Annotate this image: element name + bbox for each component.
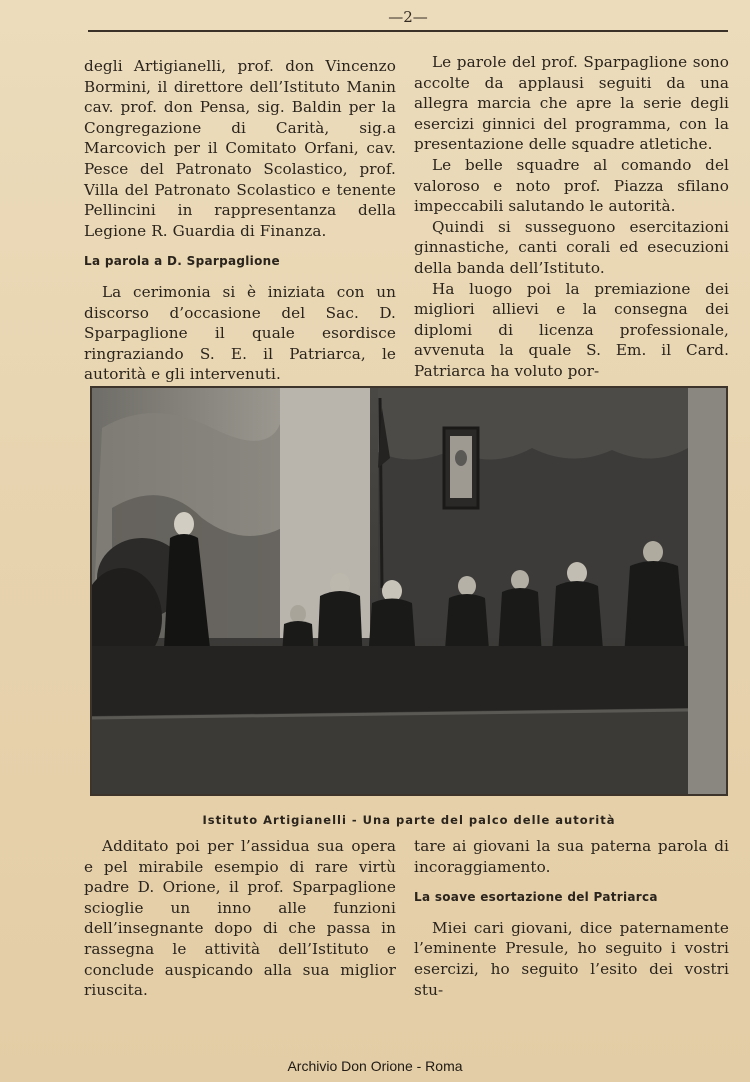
section-heading: La soave esortazione del Patriarca: [414, 890, 658, 905]
paragraph: Additato poi per l’assidua sua opera e pel mirabile esempio di rare virtù padre D. Orione, il prof. Sparpaglione scioglie un inno alle funzioni dell’insegnante dopo di che passa in rassegna le attività dell’Istituto e conclude auspicando alla sua miglior riuscita.: [84, 837, 396, 1000]
column-top-left: [84, 56, 396, 385]
paragraph: tare ai giovani la sua paterna parola di incoraggiamento.: [414, 837, 729, 876]
photograph-authorities-stage: [90, 386, 728, 796]
paragraph: Quindi si susseguono esercitazioni ginnastiche, canti corali ed esecuzioni della banda dell’Istituto.: [414, 217, 729, 277]
paragraph: Ha luogo poi la premiazione dei migliori allievi e la consegna dei diplomi di licenza professionale, avvenuta la quale S. Em. il Card. Patriarca ha voluto por-: [414, 279, 729, 380]
photo-illustration: [92, 388, 726, 794]
archive-footer: Archivio Don Orione - Roma: [287, 1058, 463, 1074]
photo-caption: Istituto Artigianelli - Una parte del palco delle autorità: [202, 813, 616, 827]
paragraph: Le belle squadre al comando del valoroso e noto prof. Piazza sfilano impeccabili salutando le autorità.: [414, 155, 729, 216]
paragraph: La cerimonia si è iniziata con un discorso d’occasione del Sac. D. Sparpaglione il quale esordisce ringraziando S. E. il Patriarca, le autorità e gli intervenuti.: [84, 282, 396, 384]
header-rule: [88, 30, 728, 32]
paragraph: degli Artigianelli, prof. don Vincenzo Bormini, il direttore dell’Istituto Manin cav. prof. don Pensa, sig. Baldin per la Congregazione di Carità, sig.a Marcovich per il Comitato Orfani, cav. Pesce del Patronato Scolastico, prof. Villa del Patronato Scolastico e tenente Pellincini in rappresentanza della Legione R. Guardia di Finanza.: [84, 57, 396, 240]
column-bottom-right: [414, 836, 729, 1000]
paragraph: Miei cari giovani, dice paternamente l’eminente Presule, ho seguito i vostri esercizi, ho seguito l’esito dei vostri stu-: [414, 918, 729, 999]
page-number: —2—: [388, 8, 428, 26]
paragraph: Le parole del prof. Sparpaglione sono accolte da applausi seguiti da una allegra marcia che apre la serie degli esercizi ginnici del programma, con la presentazione delle squadre atletiche.: [414, 53, 729, 154]
section-heading: La parola a D. Sparpaglione: [84, 254, 280, 269]
column-top-right: [414, 52, 729, 382]
column-bottom-left: [84, 836, 396, 1001]
